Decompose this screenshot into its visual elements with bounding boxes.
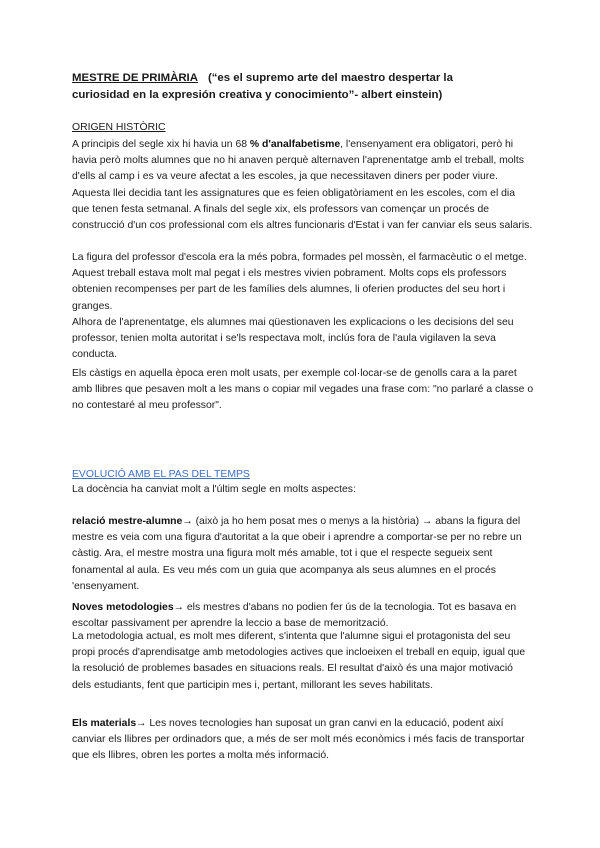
materials-paragraph [72, 716, 534, 765]
origen-paragraph-3: Alhora de l'aprenentatge, els alumnes mai qüestionaven les explicacions o les decisions del seu professor, tenien molta autoritat i se'ls respectava molt, inclús fora de l'aula vigilaven la seva conducta. [72, 317, 514, 361]
heading-origen-historic: ORIGEN HISTÒRIC [72, 122, 166, 133]
origen-paragraph-4: Els càstigs en aquella època eren molt usats, per exemple col·locar-se de genolls cara a la paret amb llibres que pesaven molt a les mans o copiar mil vegades una frase com: "no parlaré a classe o no contestaré al meu professor". [72, 368, 534, 412]
origen-p1-start: A principis del segle xix hi havia un 68 [72, 139, 250, 150]
title-line-1 [72, 70, 534, 87]
page-title: MESTRE DE PRIMÀRIA [72, 72, 198, 84]
relacio-paragraph [72, 514, 534, 595]
relacio-text: → (això ja ho hem posat mes o menys a la història) → abans la figura del mestre es veia com una figura d'autoritat a la que obeir i aprendre a comportar-se per no rebre un càstig. Ara, el mestre mostra una figura molt més amable, tot i que el respecte segueix sent fonamental al aula. Es veu més com un guia que acompanya als seus alumnes en el procés 'ensenyament. [72, 516, 522, 592]
metodologies-bold: Noves metodologies [72, 602, 174, 613]
evolucio-intro: La docència ha canviat molt a l'últim segle en molts aspectes: [72, 484, 356, 495]
heading-evolucio: EVOLUCIÓ AMB EL PAS DEL TEMPS [72, 469, 250, 480]
metodologies-paragraph [72, 600, 534, 632]
materials-bold: Els materials [72, 718, 137, 729]
materials-text: → Les noves tecnologies han suposat un gran canvi en la educació, podent així canviar els llibres per ordinadors que, a més de ser molt més econòmics i més facis de transportar que els llibres, obren les portes a molta més informació. [72, 718, 525, 762]
origen-p1-rest: , l'ensenyament era obligatori, però hi havia però molts alumnes que no hi anaven perquè alternaven l'aprenentatge amb el treball, molts d'ells al camp i es va veure afectat a les escoles, ja que necessitaven diners per poder viure. Aquesta llei decidia tant les assignatures que es feien obligatòriament en les escoles, com el dia que tenen festa setmanal. A finals del segle xix, els professors van començar un procés de construcció d'un cos professional com els altres funcionaris d'Estat i van fer canviar els seus salaris. [72, 139, 533, 232]
relacio-bold: relació mestre-alumne [72, 516, 183, 527]
origen-paragraph-2: La figura del professor d'escola era la més pobra, formades pel mossèn, el farmacèutic o el metge. Aquest treball estava molt mal pegat i els mestres vivien pobrament. Molts cops els professors obtenien recompenses per part de les famílies dels alumnes, li oferien productes del seu hort i granges. [72, 252, 527, 312]
origen-p1-bold: % d'analfabetisme [249, 139, 341, 150]
metodologies-paragraph-2: La metodologia actual, es molt mes diferent, s'intenta que l'alumne sigui el protagonista del seu propi procés d'aprendisatge amb metodologies actives que incloeixen el treball en equip, igual que la resolució de problemes basades en situacions reals. El resultat d'això és una major motivació dels estudiants, fent que participin mes i, pertant, millorant les seves habilitats. [72, 631, 526, 691]
origen-paragraph-1 [72, 137, 534, 234]
metodologies-text: → els mestres d'abans no podien fer ús de la tecnologia. Tot es basava en escoltar passivament per aprendre la leccio a base de memorització. [72, 602, 517, 630]
quote-line-2: curiosidad en la expresión creativa y conocimiento”- albert einstein) [72, 89, 443, 101]
document-title-block [72, 70, 534, 104]
quote-line-1: (“es el supremo arte del maestro despertar la [207, 72, 453, 84]
